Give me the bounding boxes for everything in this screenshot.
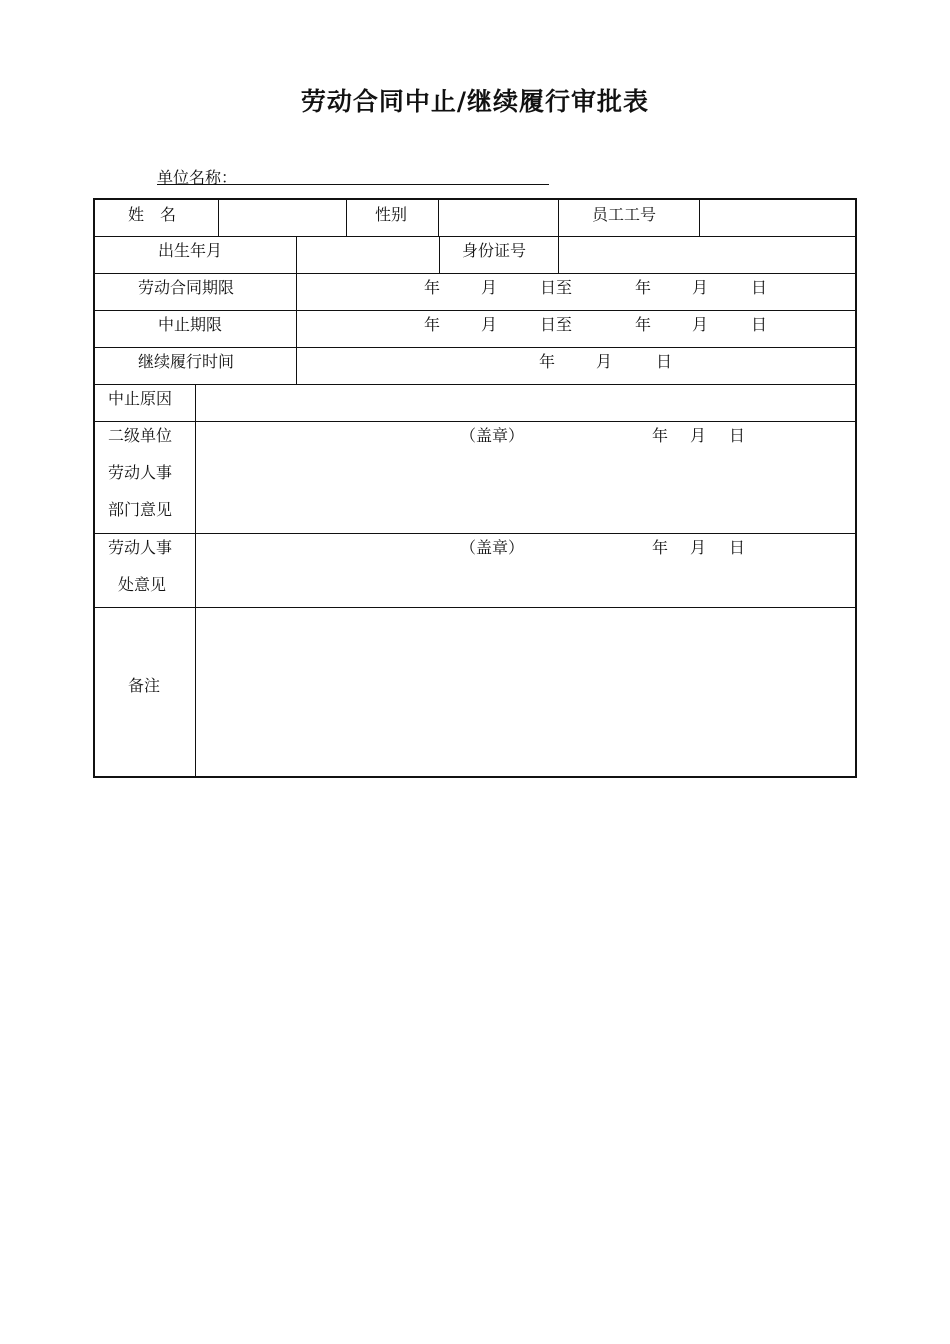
suspend-term-label: 中止期限 [158,315,223,334]
day-text: 日 [729,426,746,445]
reason-label: 中止原因 [108,389,173,408]
day-to-text: 日至 [540,315,573,334]
year-text: 年 [424,278,441,297]
day-to-text: 日至 [540,278,573,297]
month-text: 月 [481,278,498,297]
seal-text: （盖章） [460,426,525,445]
month-text: 月 [690,426,707,445]
unit-name-label: 单位名称： [157,168,238,187]
col-divider [195,384,196,778]
birth-label: 出生年月 [158,241,223,260]
dept-opinion-label-line3: 部门意见 [108,500,173,519]
gender-label: 性别 [375,205,408,224]
row-divider [95,347,855,348]
office-opinion-label-line2: 处意见 [118,575,167,594]
col-divider [558,236,559,273]
day-text: 日 [751,278,768,297]
row-divider [95,236,855,237]
remarks-label: 备注 [128,676,161,695]
row-divider [95,533,855,534]
month-text: 月 [596,352,613,371]
employee-id-label: 员工工号 [592,205,657,224]
id-card-label: 身份证号 [462,241,527,260]
month-text: 月 [481,315,498,334]
day-text: 日 [729,538,746,557]
approval-form-table [93,198,857,778]
month-text: 月 [692,315,709,334]
row-divider [95,607,855,608]
col-divider [346,200,347,236]
col-divider [558,200,559,236]
year-text: 年 [635,315,652,334]
year-text: 年 [539,352,556,371]
office-opinion-label-line1: 劳动人事 [108,538,173,557]
year-text: 年 [635,278,652,297]
col-divider [439,236,440,273]
year-text: 年 [652,426,669,445]
row-divider [95,384,855,385]
dept-opinion-label-line2: 劳动人事 [108,463,173,482]
col-divider [438,200,439,236]
name-label: 姓 名 [128,205,177,224]
year-text: 年 [652,538,669,557]
page-title: 劳动合同中止/继续履行审批表 [300,87,650,116]
row-divider [95,273,855,274]
contract-term-label: 劳动合同期限 [138,278,235,297]
day-text: 日 [751,315,768,334]
month-text: 月 [690,538,707,557]
seal-text: （盖章） [460,538,525,557]
row-divider [95,310,855,311]
col-divider [699,200,700,236]
row-divider [95,421,855,422]
year-text: 年 [424,315,441,334]
resume-time-label: 继续履行时间 [138,352,235,371]
col-divider [218,200,219,236]
col-divider [296,236,297,384]
day-text: 日 [656,352,673,371]
month-text: 月 [692,278,709,297]
unit-name-field[interactable] [157,184,549,185]
dept-opinion-label-line1: 二级单位 [108,426,173,445]
